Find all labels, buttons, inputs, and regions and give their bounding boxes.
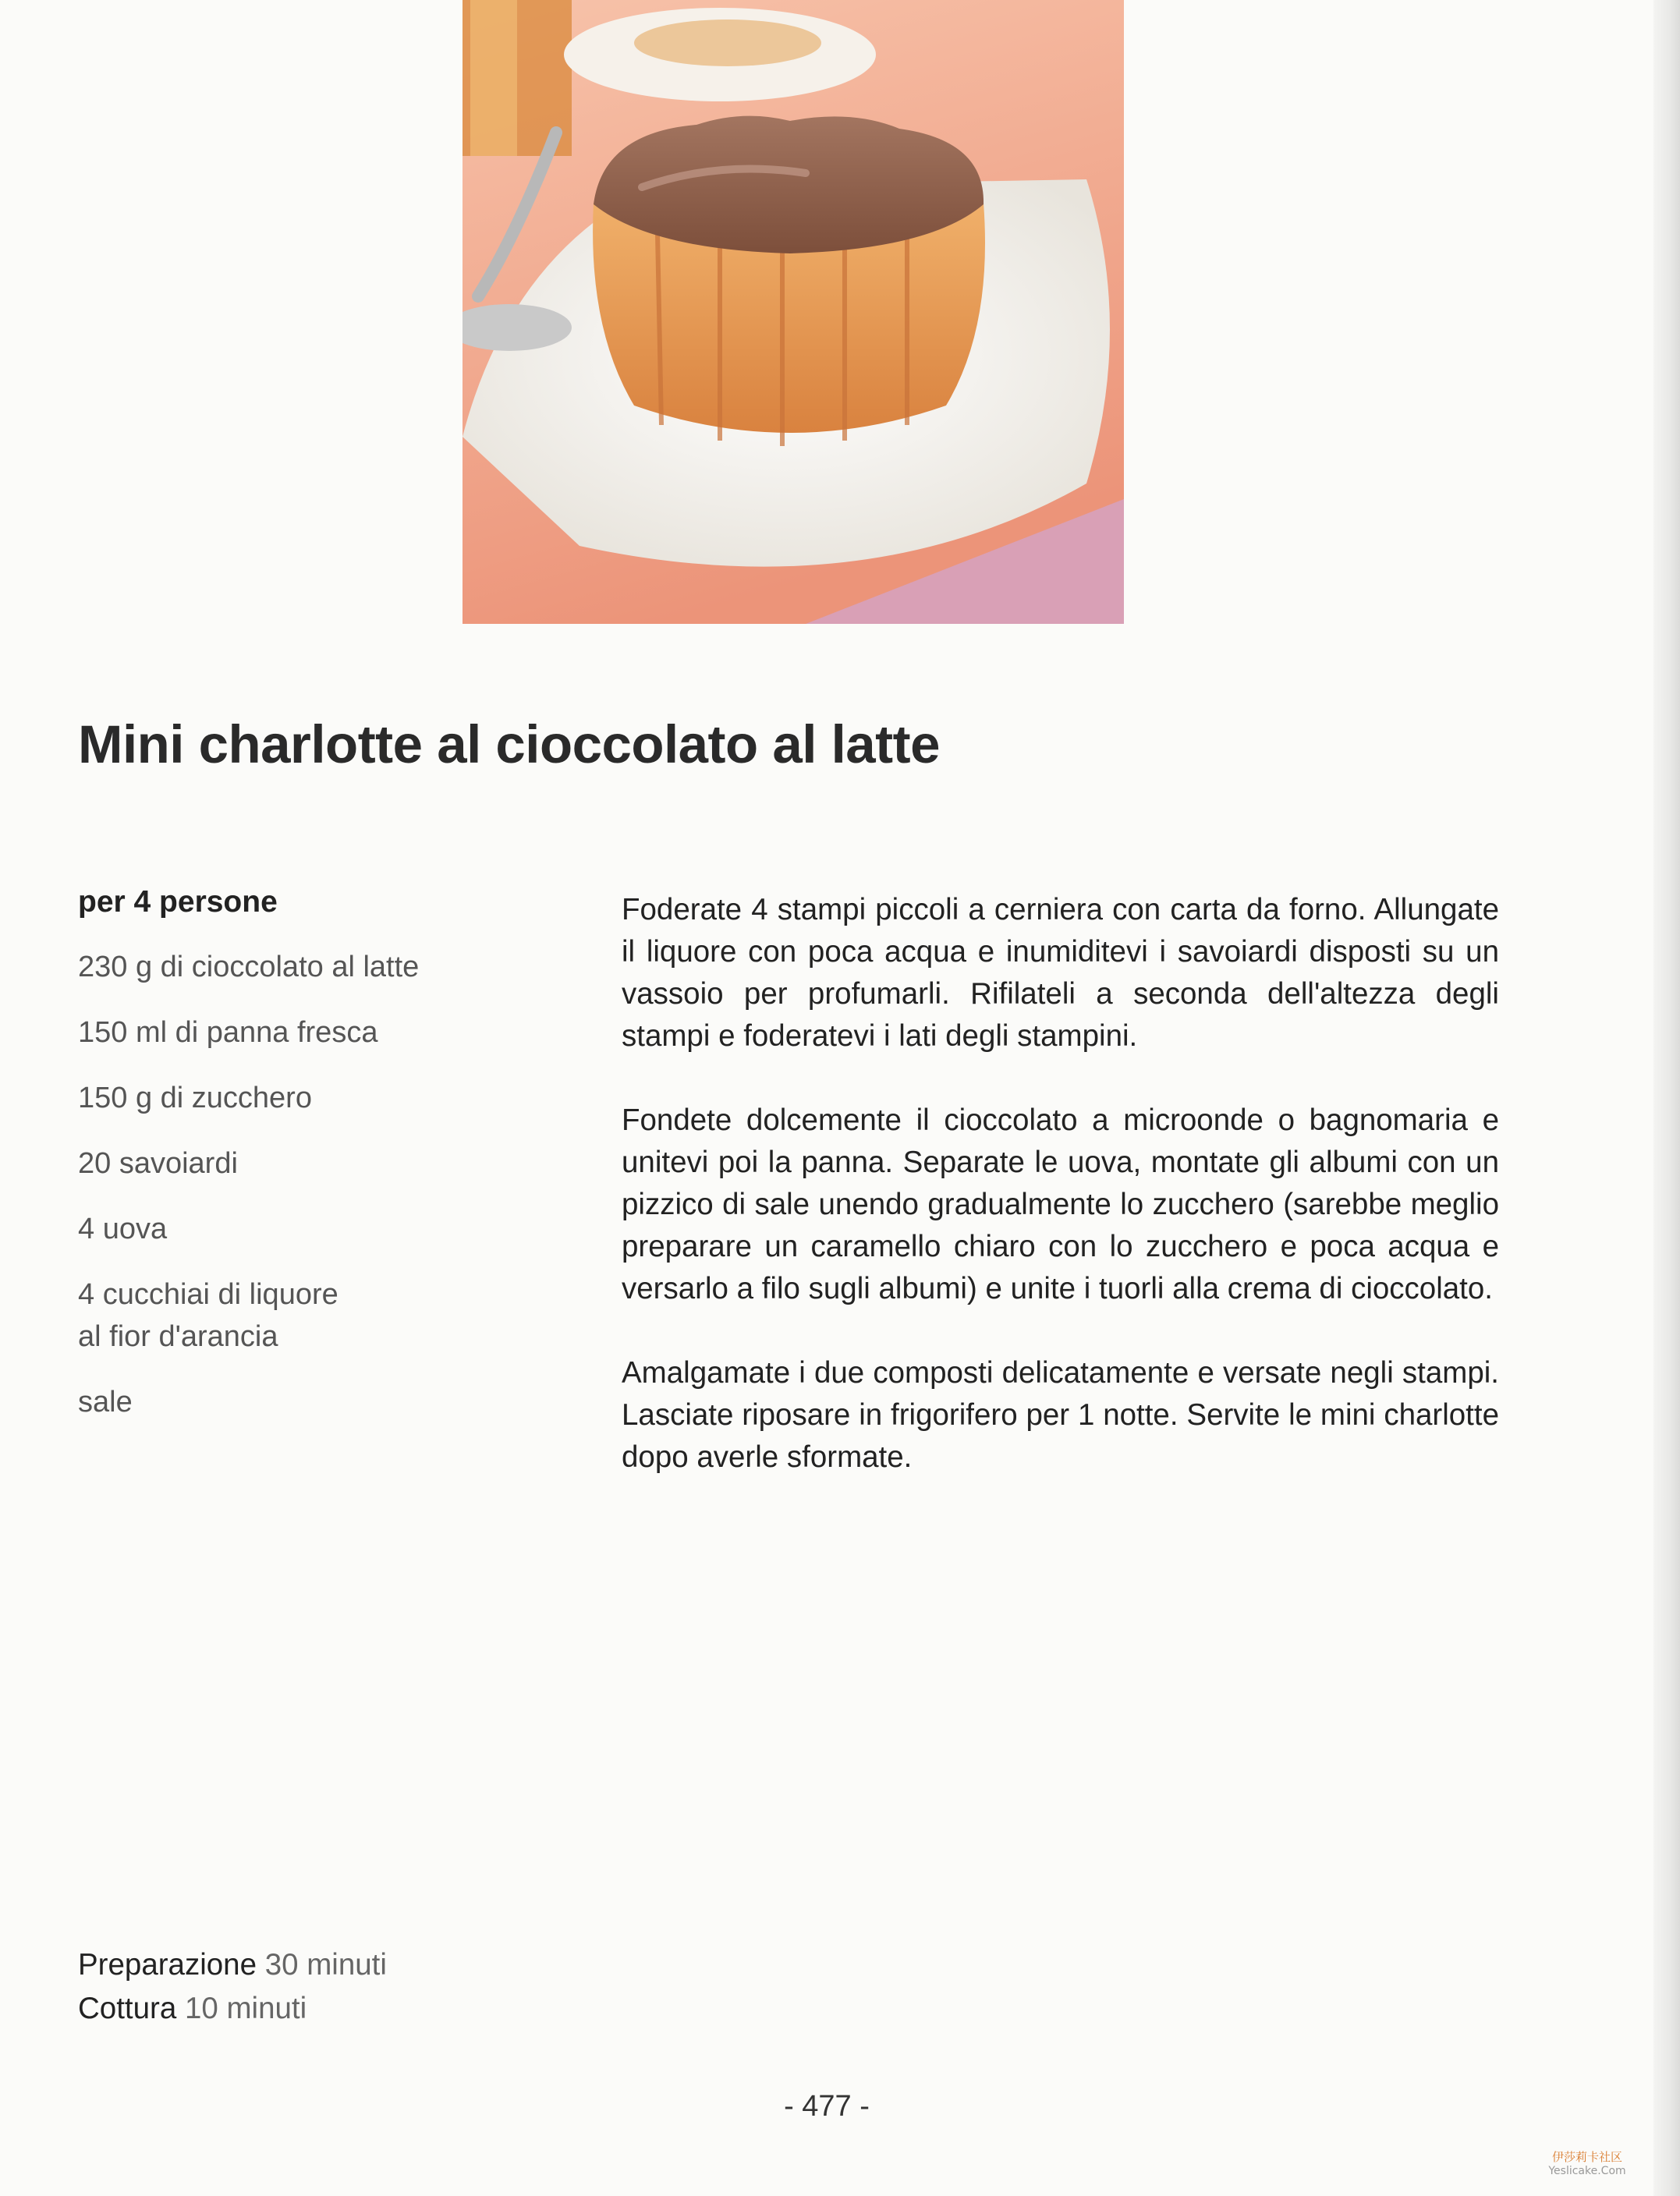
mini-charlotte-dessert-photo	[463, 0, 1124, 624]
watermark-logo	[1529, 2148, 1646, 2186]
ingredient-item: 150 g di zucchero	[78, 1082, 312, 1114]
cooking-value: 10 minuti	[184, 1992, 307, 2025]
method-paragraph: Amalgamate i due composti delicatamente e versate negli stampi. Lasciate riposare in frigorifero per 1 notte. Servite le mini charlotte dopo averle sformate.	[622, 1356, 1499, 1474]
watermark-text-cn: 伊莎莉卡社区	[1551, 2150, 1622, 2164]
ingredient-item: sale	[78, 1386, 133, 1419]
preparation-time	[78, 1943, 387, 1987]
watermark-text-en: Yeslicake.Com	[1548, 2165, 1626, 2177]
preparation-value: 30 minuti	[264, 1948, 387, 1982]
cooking-time	[78, 1987, 387, 2031]
preparation-label: Preparazione	[78, 1948, 257, 1982]
method-column	[622, 889, 1499, 1521]
ingredient-item: 4 cucchiai di liquore al fior d'arancia	[78, 1278, 338, 1353]
book-gutter-shadow	[1653, 0, 1680, 2196]
method-paragraph: Fondete dolcemente il cioccolato a microonde o bagnomaria e unitevi poi la panna. Separate le uova, montate gli albumi con un pizzico di sale unendo gradualmente lo zucchero (sarebbe meglio preparare un caramello chiaro con lo zucchero e poca acqua e versarlo a filo sugli albumi) e unite i tuorli alla crema di cioccolato.	[622, 1103, 1499, 1305]
ingredient-item: 150 ml di panna fresca	[78, 1016, 378, 1049]
recipe-times	[78, 1943, 387, 2031]
ingredient-item: 230 g di cioccolato al latte	[78, 951, 420, 983]
method-paragraph: Foderate 4 stampi piccoli a cerniera con carta da forno. Allungate il liquore con poca acqua e inumiditevi i savoiardi disposti su un vassoio per profumarli. Rifilateli a seconda dell'altezza degli stampi e foderatevi i lati degli stampini.	[622, 893, 1499, 1053]
ingredients-column	[78, 885, 546, 1447]
ingredient-item: 4 uova	[78, 1213, 168, 1245]
servings-label: per 4 persone	[78, 885, 278, 919]
ingredient-item: 20 savoiardi	[78, 1147, 238, 1180]
ingredient-list	[78, 946, 546, 1423]
page-number: - 477 -	[784, 2090, 870, 2123]
recipe-title: Mini charlotte al cioccolato al latte	[78, 714, 940, 774]
cooking-label: Cottura	[78, 1992, 177, 2025]
